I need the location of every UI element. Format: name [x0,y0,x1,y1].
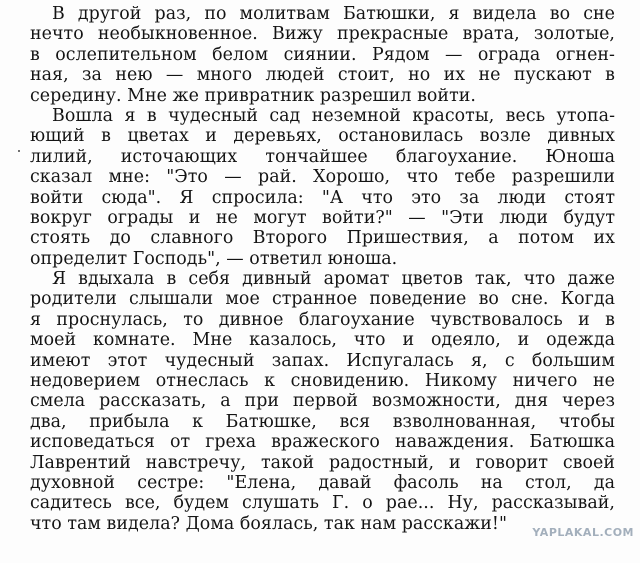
text-line: вокруг ограды и не могут войти?" — "Эти люди будут [30,207,615,228]
text-line: садитесь все, будем слушать Г. о рае... Ну, рассказывай, [30,493,615,514]
text-line: исповедаться от греха вражеского наваждения. Батюшка [30,432,615,453]
text-line: смела рассказать, а при первой возможности, дня через [30,391,615,412]
document-body [30,4,615,534]
text-line: середину. Мне же привратник разрешил войти. [30,85,476,106]
text-line: лилий, источающих тончайшее благоухание. Юноша [30,146,615,167]
text-line: стоять до славного Второго Пришествия, а потом их [30,228,615,249]
scan-speck [18,150,20,152]
text-line: духовной сестре: "Елена, давай фасоль на стол, да [30,472,615,493]
text-line: определит Господь", — ответил юноша. [30,248,398,269]
text-line: войти сюда". Я спросила: "А что это за люди стоят [30,187,615,208]
text-line: ющий в цветах и деревьях, остановилась возле дивных [30,126,615,147]
text-line: Я вдыхала в себя дивный аромат цветов так, что даже [52,269,615,290]
text-line: сказал мне: "Это — рай. Хорошо, что тебе разрешили [30,167,615,188]
text-line: два, прибыла к Батюшке, вся взволнованная, чтобы [30,411,615,432]
text-line: что там видела? Дома боялась, так нам расскажи!" [30,513,508,534]
text-line: в ослепительном белом сиянии. Рядом — ограда огнен- [30,44,615,65]
text-line: нечто необыкновенное. Вижу прекрасные врата, золотые, [30,24,615,45]
text-line: ная, за нею — много людей стоит, но их не пускают в [30,65,615,86]
text-line: родители слышали мое странное поведение во сне. Когда [30,289,615,310]
site-watermark: YAPLAKAL.COM [532,526,634,539]
text-line: я проснулась, то дивное благоухание чувствовалось и в [30,309,615,330]
text-line: Вошла я в чудесный сад неземной красоты, весь утопа- [52,105,615,126]
text-line: недоверием отнеслась к сновидению. Никому ничего не [30,371,615,392]
text-line: Лаврентий навстречу, такой радостный, и говорит своей [30,452,615,473]
text-line: моей комнате. Мне казалось, что и одеяло, и одежда [30,330,615,351]
text-line: имеют этот чудесный запах. Испугалась я, с большим [30,350,615,371]
text-line: В другой раз, по молитвам Батюшки, я видела во сне [52,4,615,24]
